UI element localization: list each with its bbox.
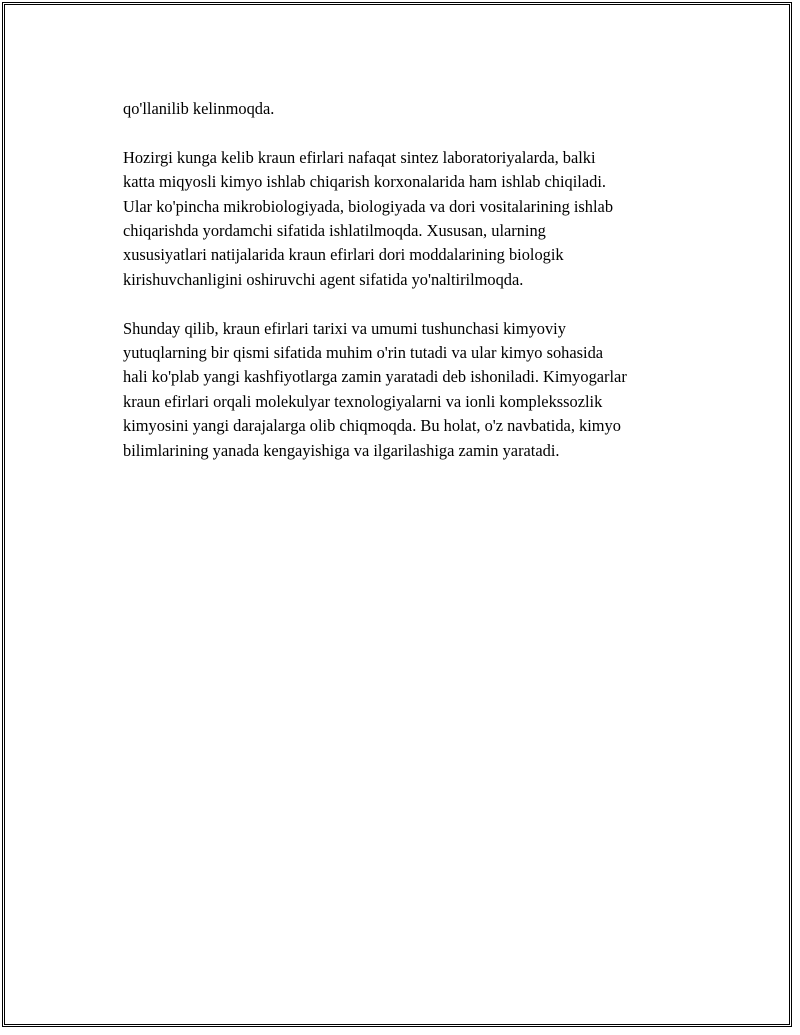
text-line: Shunday qilib, kraun efirlari tarixi va umumi tushunchasi kimyoviy: [123, 318, 566, 338]
text-line: kimyosini yangi darajalarga olib chiqmoqda. Bu holat, o'z navbatida, kimyo: [123, 416, 621, 436]
text-line: katta miqyosli kimyo ishlab chiqarish korxonalarida ham ishlab chiqiladi.: [123, 172, 606, 192]
text-line: hali ko'plab yangi kashfiyotlarga zamin yaratadi deb ishoniladi. Kimyogarlar: [123, 367, 627, 387]
text-line: chiqarishda yordamchi sifatida ishlatilmoqda. Xususan, ularning: [123, 221, 546, 241]
page-frame: [2, 2, 792, 1027]
text-line: kirishuvchanligini oshiruvchi agent sifatida yo'naltirilmoqda.: [123, 269, 524, 289]
paragraph-1: [123, 97, 698, 121]
text-line: xususiyatlari natijalarida kraun efirlari dori moddalarining biologik: [123, 245, 564, 265]
document-body: [123, 97, 698, 487]
text-line: kraun efirlari orqali molekulyar texnologiyalarni va ionli komplekssozlik: [123, 391, 603, 411]
paragraph-3: [123, 317, 698, 463]
text-line: yutuqlarning bir qismi sifatida muhim o'rin tutadi va ular kimyo sohasida: [123, 343, 604, 363]
text-line: Ular ko'pincha mikrobiologiyada, biologiyada va dori vositalarining ishlab: [123, 196, 614, 216]
text-line: qo'llanilib kelinmoqda.: [123, 99, 275, 118]
text-line: Hozirgi kunga kelib kraun efirlari nafaqat sintez laboratoriyalarda, balki: [123, 147, 596, 167]
text-line: bilimlarining yanada kengayishiga va ilgarilashiga zamin yaratadi.: [123, 440, 560, 460]
paragraph-2: [123, 146, 698, 292]
